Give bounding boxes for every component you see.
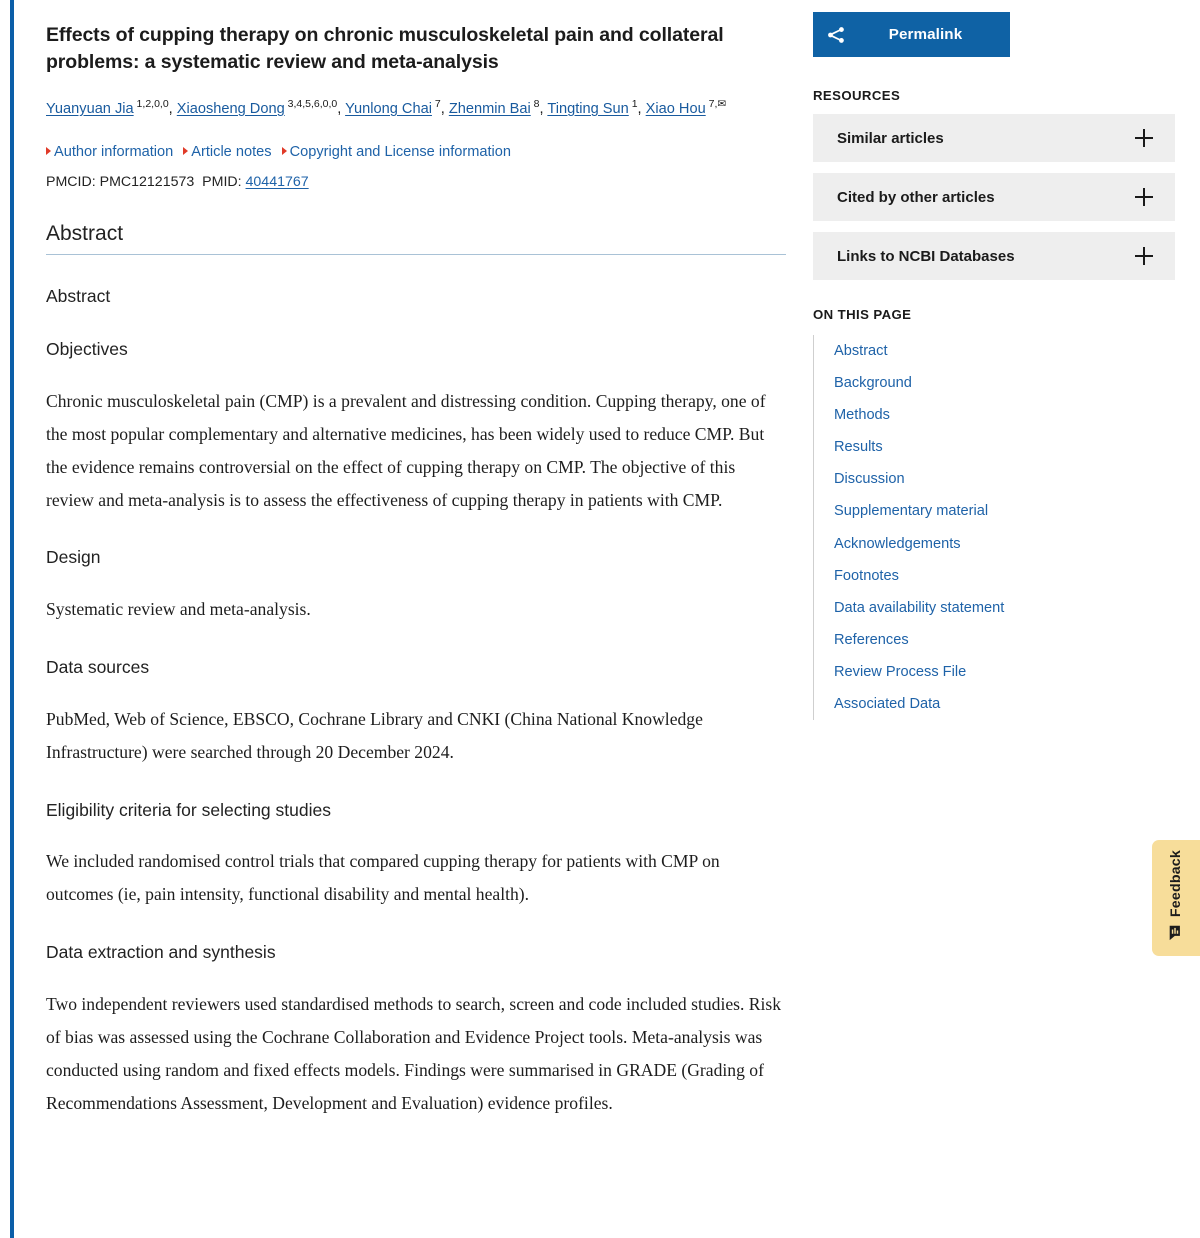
author-link[interactable]: Zhenmin Bai: [448, 101, 531, 118]
abstract-paragraph: PubMed, Web of Science, EBSCO, Cochrane Library and CNKI (China National Knowledge Infrastructure) were searched through 20 December 2024.: [46, 708, 703, 762]
permalink-button[interactable]: [813, 12, 1010, 57]
plus-icon[interactable]: [1135, 129, 1153, 147]
abstract-paragraph: Two independent reviewers used standardised methods to search, screen and code included studies. Risk of bias was assessed using the Cochrane Collaboration and Evidence Project tools. Meta-analysis was conducted using random and fixed effects models. Findings were summarised in GRADE (Grading of Recommendations Assessment, Development and Evaluation) evidence profiles.: [46, 993, 782, 1113]
plus-icon[interactable]: [1135, 188, 1153, 206]
resources-accordion-item[interactable]: [813, 173, 1175, 221]
on-this-page-link[interactable]: Discussion: [834, 471, 905, 488]
pmcid-label: PMCID:: [46, 174, 96, 191]
on-this-page-link[interactable]: Results: [834, 439, 883, 456]
on-this-page-link[interactable]: Supplementary material: [834, 503, 989, 520]
author-affiliation-sup: 3,4,5,6,0,0: [284, 98, 338, 111]
abstract-subheading: Objectives: [46, 339, 128, 360]
section-heading-abstract: Abstract: [46, 222, 786, 255]
meta-link-group: [282, 144, 511, 160]
abstract-subheading: Data extraction and synthesis: [46, 942, 276, 963]
resources-accordion-label: Links to NCBI Databases: [837, 247, 1015, 265]
author-link[interactable]: Tingting Sun: [547, 101, 629, 118]
pmid-link[interactable]: 40441767: [245, 174, 309, 191]
resources-accordion-item[interactable]: [813, 232, 1175, 280]
on-this-page-link[interactable]: References: [834, 631, 909, 648]
article-column: [46, 22, 786, 1119]
resources-kicker: RESOURCES: [813, 88, 901, 103]
author-link[interactable]: Xiaosheng Dong: [176, 101, 285, 118]
meta-link[interactable]: Article notes: [191, 143, 272, 160]
author-link[interactable]: Xiao Hou: [645, 101, 706, 118]
share-icon: [813, 25, 859, 45]
meta-link[interactable]: Copyright and License information: [289, 143, 512, 160]
meta-link-group: [46, 144, 173, 160]
on-this-page-link[interactable]: Footnotes: [834, 567, 899, 584]
author-affiliation-sup: 7,✉: [705, 98, 727, 111]
article-meta-links: [46, 142, 786, 162]
abstract-paragraph: We included randomised control trials that compared cupping therapy for patients with CMP on outcomes (ie, pain intensity, functional disability and mental health).: [46, 851, 720, 905]
feedback-label: Feedback: [1168, 849, 1184, 918]
pmid-label: PMID:: [202, 174, 242, 191]
resources-accordion-item[interactable]: [813, 114, 1175, 162]
abstract-paragraph: Systematic review and meta-analysis.: [46, 599, 311, 620]
triangle-right-icon: [46, 147, 51, 155]
feedback-tab[interactable]: [1152, 840, 1200, 956]
on-this-page-link[interactable]: Associated Data: [834, 696, 941, 713]
on-this-page-link[interactable]: Methods: [834, 407, 890, 424]
resources-accordion-label: Similar articles: [837, 129, 944, 147]
triangle-right-icon: [183, 147, 188, 155]
author-list: [46, 99, 786, 121]
chart-bars-icon: [1168, 924, 1185, 946]
on-this-page-link[interactable]: Review Process File: [834, 663, 967, 680]
plus-icon[interactable]: [1135, 247, 1153, 265]
on-this-page-link[interactable]: Acknowledgements: [834, 535, 961, 552]
abstract-subheading: Data sources: [46, 657, 150, 678]
author-link[interactable]: Yunlong Chai: [345, 101, 432, 118]
author-affiliation-sup: 7: [431, 98, 441, 111]
meta-link-group: [183, 144, 271, 160]
author-separator: ,: [637, 101, 646, 118]
author-separator: ,: [440, 101, 449, 118]
on-this-page-nav: [813, 335, 1175, 720]
author-separator: ,: [539, 101, 548, 118]
abstract-subheading: Design: [46, 547, 101, 568]
abstract-paragraph: Chronic musculoskeletal pain (CMP) is a prevalent and distressing condition. Cupping therapy, one of the most popular complementary and alternative medicines, has been widely used to reduce CMP. But the evidence remains controversial on the effect of cupping therapy on CMP. The objective of this review and meta-analysis is to assess the effectiveness of cupping therapy in patients with CMP.: [46, 390, 766, 510]
abstract-subheading: Eligibility criteria for selecting studies: [46, 799, 331, 820]
article-identifiers: [46, 174, 786, 190]
on-this-page-link[interactable]: Abstract: [834, 343, 888, 359]
permalink-label: Permalink: [888, 26, 963, 43]
author-affiliation-sup: 8: [530, 98, 540, 111]
page-title: Effects of cupping therapy on chronic musculoskeletal pain and collateral problems: a systematic review and meta-analysis: [46, 24, 724, 73]
meta-link[interactable]: Author information: [54, 143, 174, 160]
on-this-page-kicker: ON THIS PAGE: [813, 307, 912, 322]
pmcid-value: PMC12121573: [99, 174, 195, 191]
author-separator: ,: [337, 101, 346, 118]
abstract-subheading: Abstract: [46, 286, 111, 307]
author-affiliation-sup: 1: [628, 98, 638, 111]
triangle-right-icon: [282, 147, 287, 155]
author-link[interactable]: Yuanyuan Jia: [46, 101, 134, 118]
sidebar: [813, 12, 1175, 720]
author-separator: ,: [168, 101, 177, 118]
resources-accordion: [813, 114, 1175, 280]
on-this-page-link[interactable]: Background: [834, 375, 912, 392]
resources-accordion-label: Cited by other articles: [837, 188, 995, 206]
on-this-page-link[interactable]: Data availability statement: [834, 599, 1005, 616]
abstract-body: [46, 285, 786, 1119]
author-affiliation-sup: 1,2,0,0: [133, 98, 169, 111]
